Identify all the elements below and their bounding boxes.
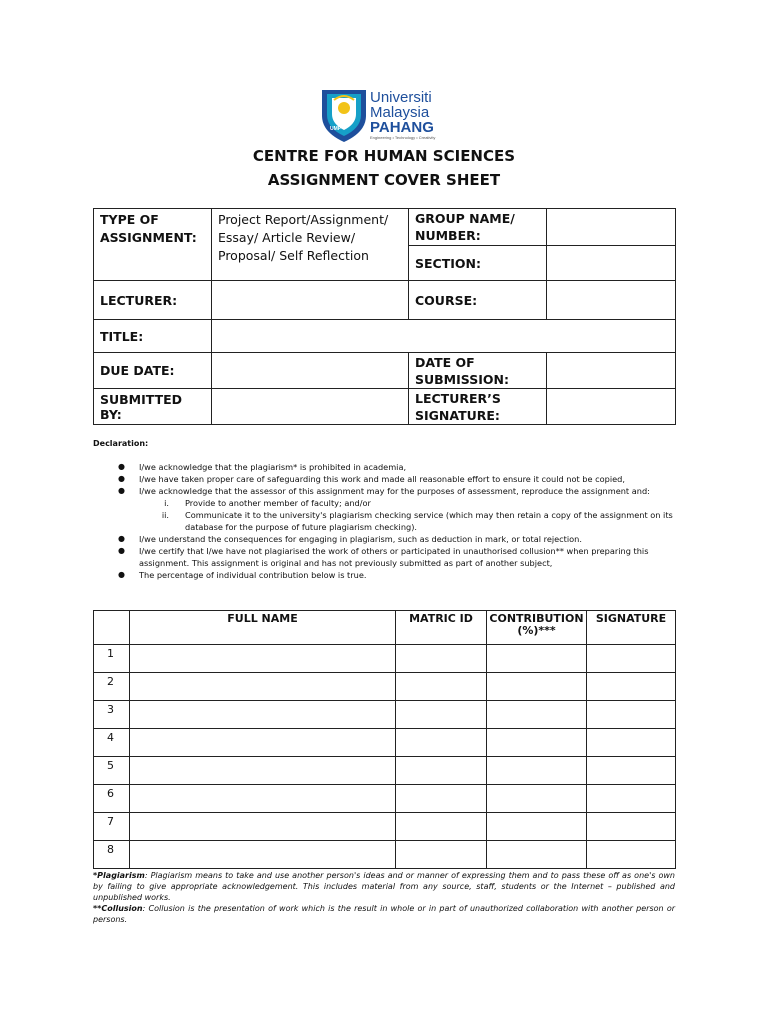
contribution-cell[interactable] <box>487 757 587 785</box>
table-row <box>94 813 676 841</box>
page-subtitle: ASSIGNMENT COVER SHEET <box>267 171 501 189</box>
logo-wordmark <box>370 90 435 141</box>
header-contribution: CONTRIBUTION (%)*** <box>487 611 587 645</box>
matric-id-cell[interactable] <box>396 785 487 813</box>
contribution-cell[interactable] <box>487 729 587 757</box>
row-number: 8 <box>94 841 130 869</box>
matric-id-cell[interactable] <box>396 645 487 673</box>
logo-tagline: Engineering • Technology • Creativity <box>370 135 436 140</box>
row-number: 6 <box>94 785 130 813</box>
section-field[interactable] <box>547 246 676 281</box>
signature-cell[interactable] <box>587 729 676 757</box>
full-name-cell[interactable] <box>130 701 396 729</box>
lecturer-signature-label: LECTURER’S SIGNATURE: <box>409 389 547 425</box>
due-date-field[interactable] <box>212 353 409 389</box>
table-row <box>94 729 676 757</box>
declaration-list <box>93 461 675 581</box>
declaration-sub-item: i. Provide to another member of faculty; and/or <box>164 498 371 508</box>
plagiarism-footnote: *Plagiarism: Plagiarism means to take and use another person's ideas and or manner of expressing them and to pass these off as one's own by failing to give appropriate acknowledgement. This includes material from any source, staff, students or the Internet – published and unpublished works. <box>93 871 675 902</box>
declaration-item: ● I/we understand the consequences for engaging in plagiarism, such as deduction in mark, or total rejection. <box>118 534 582 544</box>
university-logo <box>320 86 450 144</box>
declaration-item: ● I/we acknowledge that the assessor of this assignment may for the purposes of assessment, reproduce the assignment and: <box>118 486 650 496</box>
row-number: 4 <box>94 729 130 757</box>
matric-id-cell[interactable] <box>396 701 487 729</box>
due-date-label: DUE DATE: <box>94 353 212 389</box>
row-number: 5 <box>94 757 130 785</box>
table-row <box>94 841 676 869</box>
contribution-cell[interactable] <box>487 813 587 841</box>
logo-line-3: PAHANG <box>370 119 434 136</box>
title-label: TITLE: <box>94 320 212 353</box>
header-number <box>94 611 130 645</box>
type-options: Project Report/Assignment/ Essay/ Article Review/ Proposal/ Self Reflection <box>212 209 409 281</box>
submitted-by-field[interactable] <box>212 389 409 425</box>
group-field[interactable] <box>547 209 676 246</box>
bullet-icon: ● <box>118 462 125 471</box>
table-row <box>94 645 676 673</box>
declaration-item: ● The percentage of individual contribution below is true. <box>118 570 367 580</box>
declaration-item: ● I/we acknowledge that the plagiarism* is prohibited in academia, <box>118 462 407 472</box>
contribution-cell[interactable] <box>487 841 587 869</box>
declaration-title: Declaration: <box>93 439 149 448</box>
lecturer-field[interactable] <box>212 281 409 320</box>
bullet-icon: ● <box>118 570 125 579</box>
row-number: 3 <box>94 701 130 729</box>
submission-date-label: DATE OF SUBMISSION: <box>409 353 547 389</box>
row-number: 1 <box>94 645 130 673</box>
table-row <box>94 673 676 701</box>
full-name-cell[interactable] <box>130 757 396 785</box>
members-table <box>93 610 676 869</box>
lecturer-label: LECTURER: <box>94 281 212 320</box>
matric-id-cell[interactable] <box>396 729 487 757</box>
full-name-cell[interactable] <box>130 673 396 701</box>
bullet-icon: ● <box>118 534 125 543</box>
signature-cell[interactable] <box>587 785 676 813</box>
ump-shield-icon <box>320 86 368 144</box>
matric-id-cell[interactable] <box>396 757 487 785</box>
submitted-by-label: SUBMITTED BY: <box>94 389 212 425</box>
matric-id-cell[interactable] <box>396 841 487 869</box>
contribution-cell[interactable] <box>487 645 587 673</box>
header-signature: SIGNATURE <box>587 611 676 645</box>
signature-cell[interactable] <box>587 701 676 729</box>
footnotes <box>93 870 675 925</box>
contribution-cell[interactable] <box>487 785 587 813</box>
row-number: 7 <box>94 813 130 841</box>
full-name-cell[interactable] <box>130 813 396 841</box>
contribution-cell[interactable] <box>487 701 587 729</box>
title-field[interactable] <box>212 320 676 353</box>
section-label: SECTION: <box>409 246 547 281</box>
bullet-icon: ● <box>118 486 125 495</box>
full-name-cell[interactable] <box>130 729 396 757</box>
declaration-sub-item: ii. Communicate it to the university's plagiarism checking service (which may then retain a copy of the assignment on its database for the purpose of future plagiarism checking). <box>161 510 673 532</box>
full-name-cell[interactable] <box>130 785 396 813</box>
signature-cell[interactable] <box>587 673 676 701</box>
header-full-name: FULL NAME <box>130 611 396 645</box>
table-row <box>94 701 676 729</box>
full-name-cell[interactable] <box>130 645 396 673</box>
declaration-item: ● I/we have taken proper care of safeguarding this work and made all reasonable effort to ensure it could not be copied, <box>118 474 625 484</box>
page-title: CENTRE FOR HUMAN SCIENCES <box>252 147 516 165</box>
type-label: TYPE OF ASSIGNMENT: <box>94 209 212 281</box>
signature-cell[interactable] <box>587 757 676 785</box>
logo-badge: UMP <box>330 126 342 132</box>
course-field[interactable] <box>547 281 676 320</box>
signature-cell[interactable] <box>587 841 676 869</box>
full-name-cell[interactable] <box>130 841 396 869</box>
table-row <box>94 757 676 785</box>
row-number: 2 <box>94 673 130 701</box>
matric-id-cell[interactable] <box>396 673 487 701</box>
group-label: GROUP NAME/ NUMBER: <box>409 209 547 246</box>
header-matric-id: MATRIC ID <box>396 611 487 645</box>
submission-date-field[interactable] <box>547 353 676 389</box>
bullet-icon: ● <box>118 546 125 555</box>
contribution-cell[interactable] <box>487 673 587 701</box>
lecturer-signature-field[interactable] <box>547 389 676 425</box>
bullet-icon: ● <box>118 474 125 483</box>
signature-cell[interactable] <box>587 813 676 841</box>
collusion-footnote: **Collusion: Collusion is the presentation of work which is the result in whole or in part of unauthorized collaboration with another person or persons. <box>93 904 675 924</box>
matric-id-cell[interactable] <box>396 813 487 841</box>
course-label: COURSE: <box>409 281 547 320</box>
signature-cell[interactable] <box>587 645 676 673</box>
table-row <box>94 785 676 813</box>
declaration-item: ● I/we certify that I/we have not plagiarised the work of others or participated in unauthorised collusion** when preparing this assignment. This assignment is original and has not previously submitted as part of another subject, <box>118 546 649 568</box>
logo-line-1: Universiti <box>370 89 432 106</box>
assignment-info-table <box>93 208 676 425</box>
logo-line-2: Malaysia <box>370 104 430 121</box>
